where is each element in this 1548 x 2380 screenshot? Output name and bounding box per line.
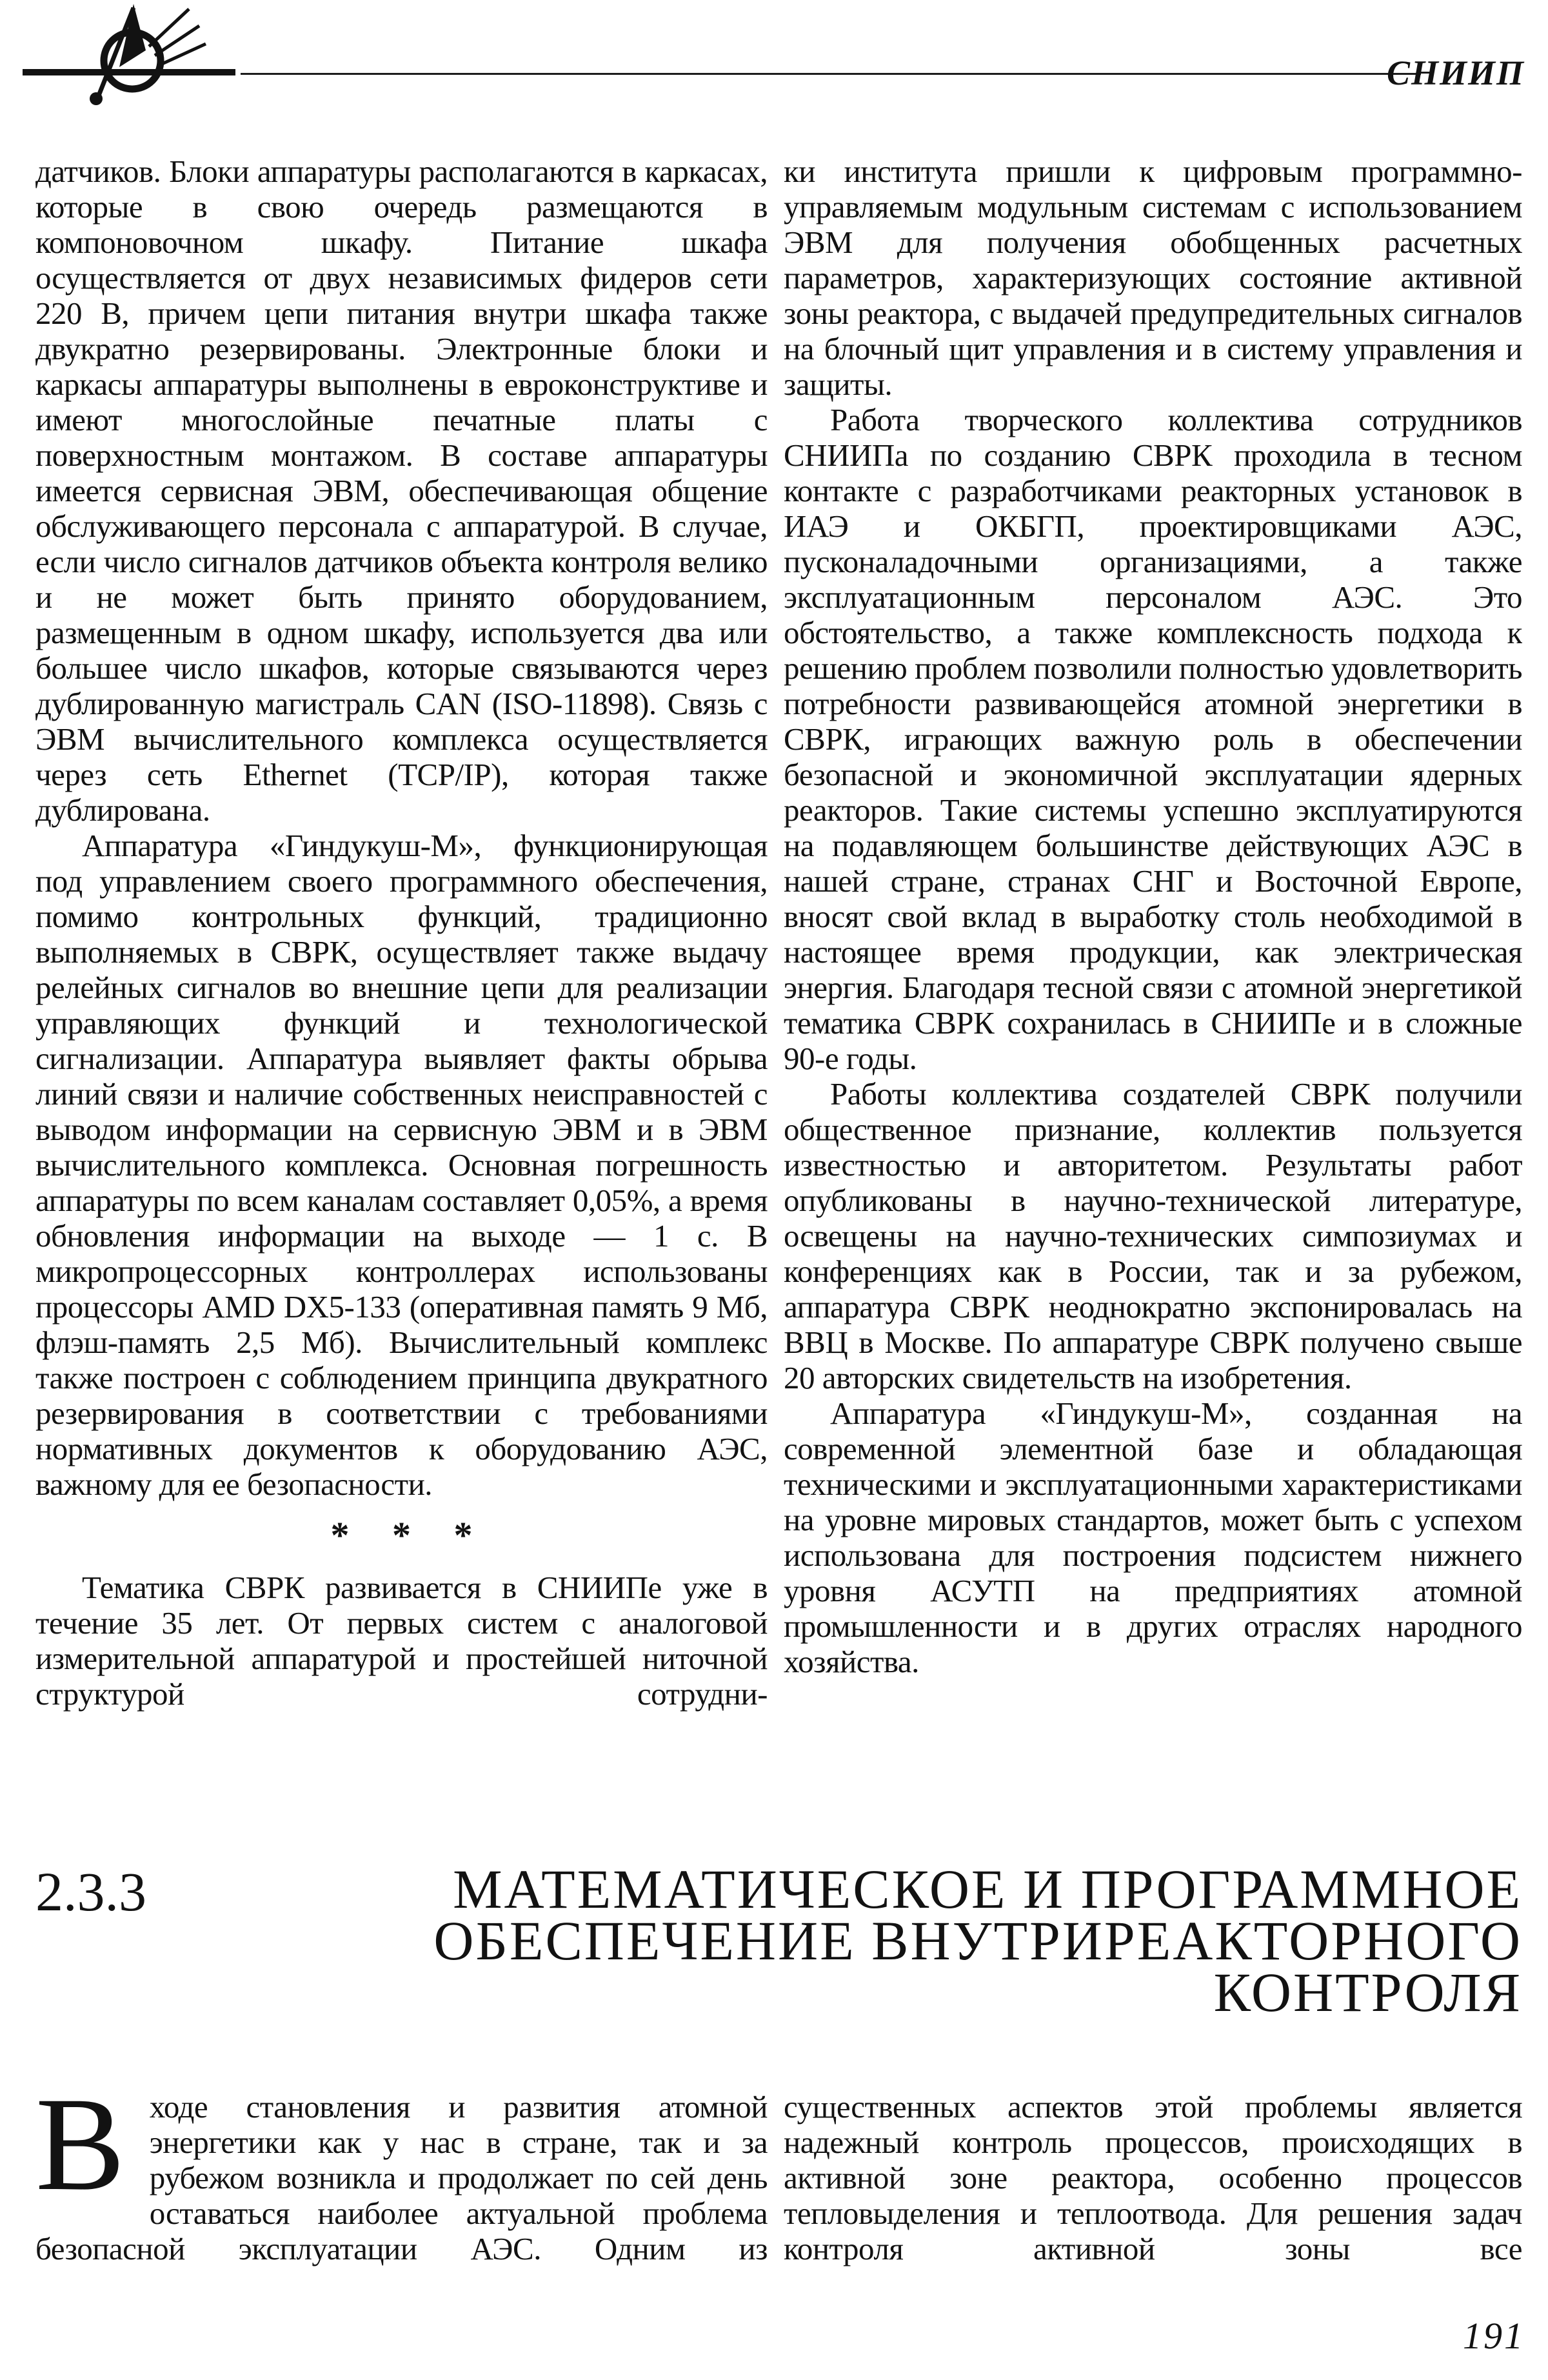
drop-cap: В — [35, 2070, 125, 2218]
left-column — [35, 154, 768, 1854]
article-body — [35, 154, 1522, 1854]
paragraph: ходе становления и развития атомной энергетики как у нас в стране, так и за рубежом возникла и продолжает по сей день оставаться наиболее актуальной проблема безопасной эксплуатации АЭС. Одним из — [35, 2089, 768, 2266]
paragraph: Работы коллектива создателей СВРК получили общественное признание, коллектив пользуется известностью и авторитетом. Результаты работ опубликованы в научно-технической литературе, освещены на научно-технических симпозиумах и конференциях как в России, так и за рубежом, аппаратура СВРК неоднократно экспонировалась на ВВЦ в Москве. По аппаратуре СВРК получено свыше 20 авторских свидетельств на изобретения. — [784, 1076, 1522, 1395]
intro-left-column — [35, 2070, 768, 2266]
section-title-line: МАТЕМАТИЧЕСКОЕ И ПРОГРАММНОЕ — [453, 1858, 1522, 1920]
section-title-line: КОНТРОЛЯ — [1213, 1961, 1522, 2023]
page-number: 191 — [1463, 2315, 1525, 2357]
sniip-atom-emblem-icon — [23, 4, 239, 107]
right-column — [784, 154, 1522, 1854]
paragraph: ки института пришли к цифровым программно-управляемым модульным системам с использованием ЭВМ для получения обобщенных расчетных параметров, характеризующих состояние активной зоны реактора, с выдачей предупредительных сигналов на блочный щит управления и в систему управления и защиты. — [784, 154, 1522, 402]
paragraph: существенных аспектов этой проблемы является надежный контроль процессов, происходящих в активной зоне реактора, особенно процессов тепловыделения и теплоотвода. Для решения задач контроля активной зоны все — [784, 2089, 1522, 2266]
asterisk-separator: * * * — [330, 1514, 473, 1556]
section-title — [35, 1858, 1522, 2023]
paragraph: датчиков. Блоки аппаратуры располагаются в каркасах, которые в свою очередь размещаются в компоновочном шкафу. Питание шкафа осуществляется от двух независимых фидеров сети 220 В, причем цепи питания внутри шкафа также двукратно резервированы. Электронные блоки и каркасы аппаратуры выполнены в евроконструктиве и имеют многослойные печатные платы с поверхностным монтажом. В составе аппаратуры имеется сервисная ЭВМ, обеспечивающая общение обслуживающего персонала с аппаратурой. В случае, если число сигналов датчиков объекта контроля велико и не может быть принято оборудованием, размещенным в одном шкафу, используется два или большее число шкафов, которые связываются через дублированную магистраль CAN (ISO-11898). Связь с ЭВМ вычислительного комплекса осуществляется через сеть Ethernet (TCP/IP), которая также дублирована. — [35, 154, 768, 828]
paragraph: Аппаратура «Гиндукуш-М», созданная на современной элементной базе и обладающая техническими и эксплуатационными характеристиками на уровне мировых стандартов, может быть с успехом использована для построения подсистем нижнего уровня АСУТП на предприятиях атомной промышленности и в других отраслях народного хозяйства. — [784, 1395, 1522, 1679]
paragraph: Тематика СВРК развивается в СНИИПе уже в течение 35 лет. От первых систем с аналоговой измерительной аппаратурой и простейшей ниточной структурой сотрудни- — [35, 1570, 768, 1712]
section-number: 2.3.3 — [35, 1861, 146, 1923]
paragraph: Аппаратура «Гиндукуш-М», функционирующая под управлением своего программного обеспечения, помимо контрольных функций, традиционно выполняемых в СВРК, осуществляет также выдачу релейных сигналов во внешние цепи для реализации управляющих функций и технологической сигнализации. Аппаратура выявляет факты обрыва линий связи и наличие собственных неисправностей с выводом информации на сервисную ЭВМ и в ЭВМ вычислительного комплекса. Основная погрешность аппаратуры по всем каналам составляет 0,05%, а время обновления информации на выходе — 1 с. В микропроцессорных контроллерах использованы процессоры AMD DX5-133 (оперативная память 9 Мб, флэш-память 2,5 Мб). Вычислительный комплекс также построен с соблюдением принципа двукратного резервирования в соответствии с требованиями нормативных документов к оборудованию АЭС, важному для ее безопасности. — [35, 828, 768, 1502]
header-rule — [241, 73, 1421, 75]
section-heading — [35, 1858, 1522, 2023]
brand-running-head: СНИИП — [1386, 54, 1525, 92]
intro-right-column — [784, 2089, 1522, 2266]
section-title-line: ОБЕСПЕЧЕНИЕ ВНУТРИРЕАКТОРНОГО — [433, 1910, 1522, 1972]
section-intro — [35, 2070, 1522, 2266]
paragraph: Работа творческого коллектива сотрудников СНИИПа по созданию СВРК проходила в тесном контакте с разработчиками реакторных установок в ИАЭ и ОКБГП, проектировщиками АЭС, пусконаладочными организациями, а также эксплуатационным персоналом АЭС. Это обстоятельство, а также комплексность подхода к решению проблем позволили полностью удовлетворить потребности развивающейся атомной энергетики в СВРК, играющих важную роль в обеспечении безопасной и экономичной эксплуатации ядерных реакторов. Такие системы успешно эксплуатируются на подавляющем большинстве действующих АЭС в нашей стране, странах СНГ и Восточной Европе, вносят свой вклад в выработку столь необходимой в настоящее время продукции, как электрическая энергия. Благодаря тесной связи с атомной энергетикой тематика СВРК сохранилась в СНИИПе и в сложные 90-е годы. — [784, 402, 1522, 1076]
